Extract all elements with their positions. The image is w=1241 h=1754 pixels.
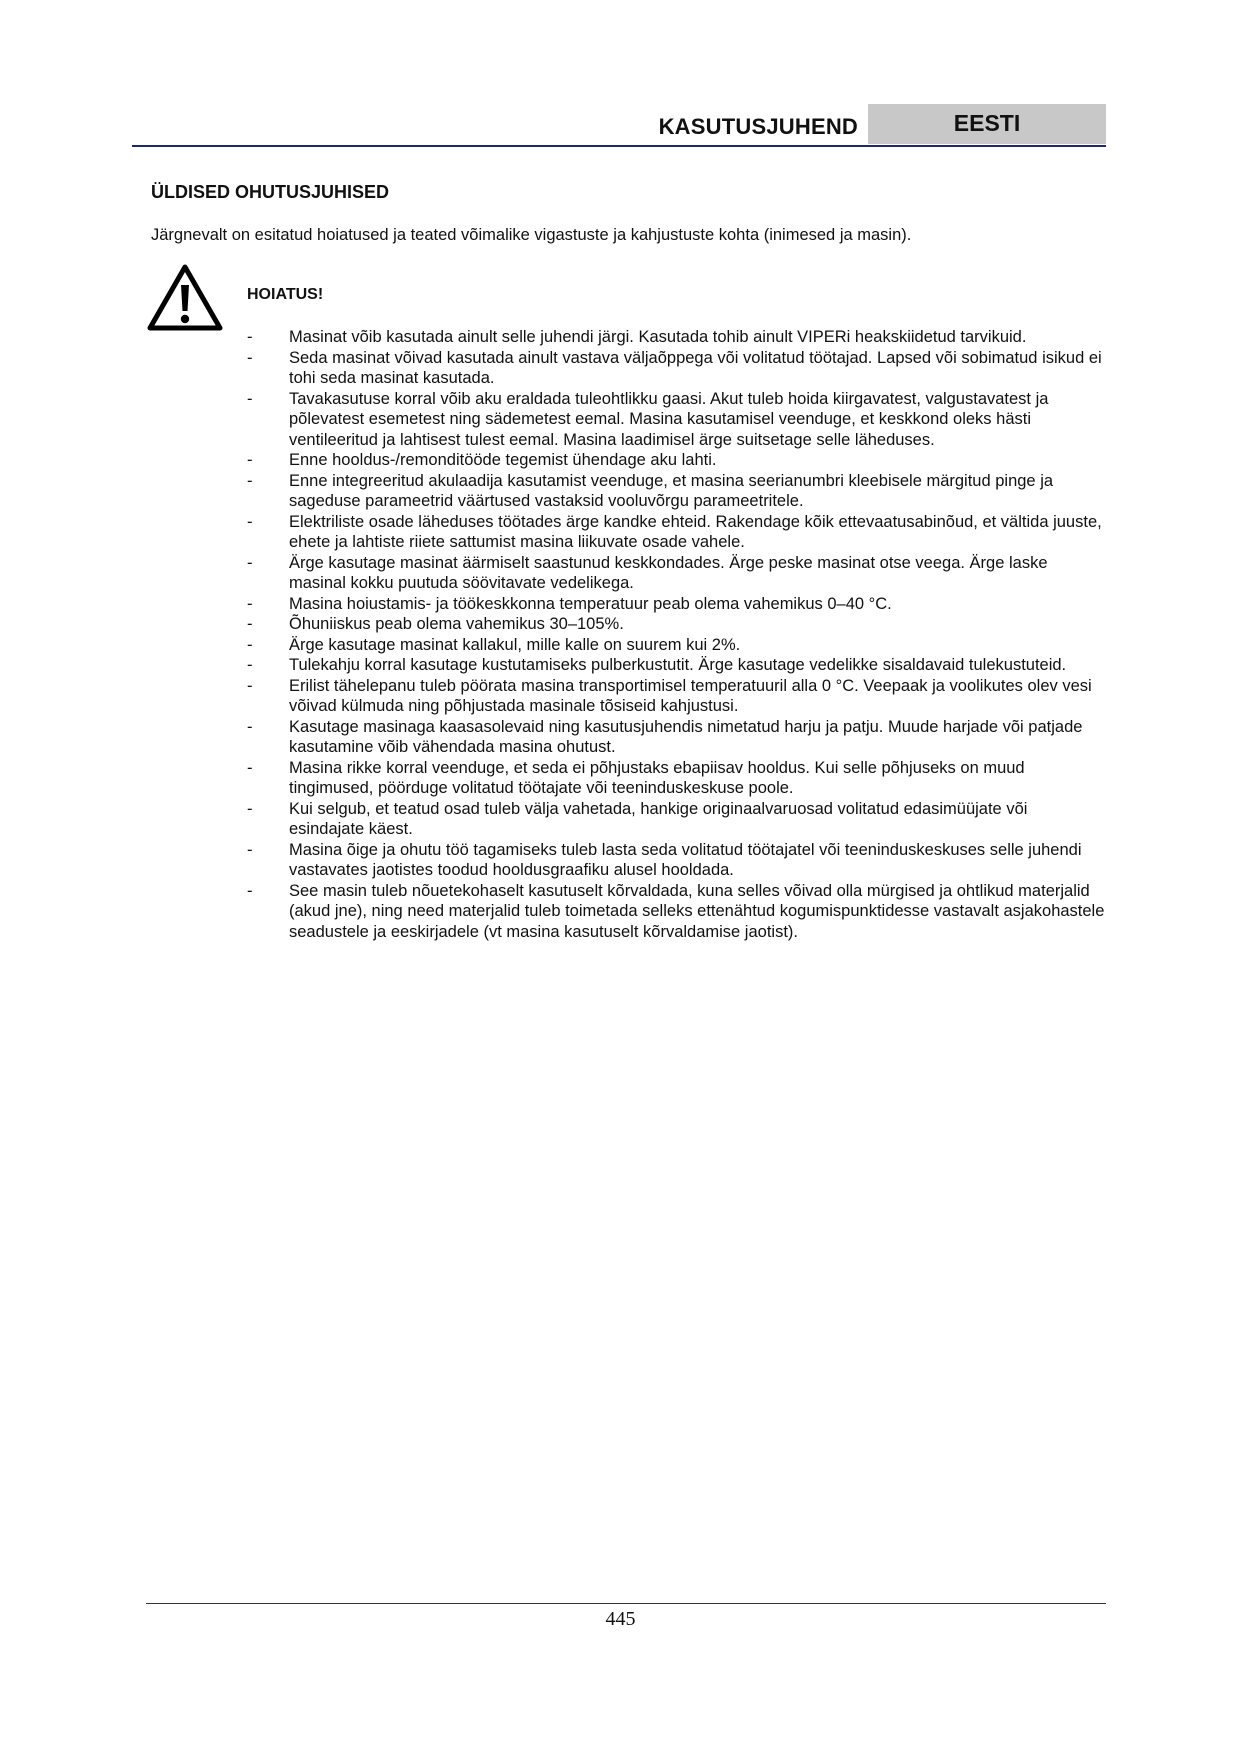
warning-item-text: Masina hoiustamis- ja töökeskkonna temperatuur peab olema vahemikus 0–40 °C. xyxy=(289,594,892,613)
warning-item xyxy=(247,450,1105,471)
warning-item xyxy=(247,881,1105,943)
language-tab: EESTI xyxy=(868,104,1106,144)
warning-item-text: Erilist tähelepanu tuleb pöörata masina transportimisel temperatuuril alla 0 °C. Veepaak ja voolikutes olev vesi võivad külmuda ning põhjustada masinale tõsiseid kahjustusi. xyxy=(289,676,1092,715)
section-title: ÜLDISED OHUTUSJUHISED xyxy=(151,182,390,202)
warning-item xyxy=(247,840,1105,881)
warning-item xyxy=(247,758,1105,799)
bullet-dash: - xyxy=(247,758,253,777)
warning-item xyxy=(247,799,1105,840)
warning-item xyxy=(247,389,1105,451)
warning-item-text: Kasutage masinaga kaasasolevaid ning kasutusjuhendis nimetatud harju ja patju. Muude harjade või patjade kasutamine võib vähendada masina ohutust. xyxy=(289,717,1083,756)
warning-item-text: Tavakasutuse korral võib aku eraldada tuleohtlikku gaasi. Akut tuleb hoida kiirgavatest, valgustavatest ja põlevatest esemetest ning sädemetest eemal. Masina kasutamisel veenduge, et keskkond oleks hästi ventileeritud ja lahtisest tulest eemal. Masina laadimisel ärge suitsetage selle läheduses. xyxy=(289,389,1049,449)
warning-item xyxy=(247,717,1105,758)
warning-item-text: Enne integreeritud akulaadija kasutamist veenduge, et masina seerianumbri kleebisele märgitud pinge ja sageduse parameetrid väärtused vastaksid vooluvõrgu parameetritele. xyxy=(289,471,1054,510)
warning-item xyxy=(247,635,1105,656)
warning-item-text: Ärge kasutage masinat äärmiselt saastunud keskkondades. Ärge peske masinat otse veega. Ärge laske masinal kokku puutuda söövitavate vedelikega. xyxy=(289,553,1048,592)
warning-list xyxy=(247,327,1105,942)
bullet-dash: - xyxy=(247,471,253,490)
warning-triangle-icon xyxy=(147,263,223,331)
bullet-dash: - xyxy=(247,512,253,531)
warning-item xyxy=(247,512,1105,553)
bullet-dash: - xyxy=(247,881,253,900)
bullet-dash: - xyxy=(247,615,253,633)
footer-rule xyxy=(146,1603,1106,1604)
header-rule xyxy=(132,145,1106,147)
bullet-dash: - xyxy=(247,594,253,613)
page-header xyxy=(132,104,1106,148)
warning-item-text: Masina õige ja ohutu töö tagamiseks tuleb lasta seda volitatud töötajatel või teeninduskeskuses selle juhendi vastavates jaotistes toodud hooldusgraafiku alusel hooldada. xyxy=(289,840,1082,879)
bullet-dash: - xyxy=(247,348,253,367)
bullet-dash: - xyxy=(247,389,253,408)
bullet-dash: - xyxy=(247,451,253,469)
bullet-dash: - xyxy=(247,328,253,346)
warning-item-text: See masin tuleb nõuetekohaselt kasutuselt kõrvaldada, kuna selles võivad olla mürgised ja ohtlikud materjalid (akud jne), ning need materjalid tuleb toimetada selleks ettenähtud kogumispunktidesse vastavalt asjakohastele seadustele ja eeskirjadele (vt masina kasutuselt kõrvaldamise jaotist). xyxy=(289,881,1105,941)
warning-item-text: Enne hooldus-/remonditööde tegemist ühendage aku lahti. xyxy=(289,451,717,469)
warning-item xyxy=(247,614,1105,635)
warning-item-text: Seda masinat võivad kasutada ainult vastava väljaõppega või volitatud töötajad. Lapsed või sobimatud isikud ei tohi seda masinat kasutada. xyxy=(289,348,1102,387)
warning-item xyxy=(247,594,1105,615)
warning-item-text: Ärge kasutage masinat kallakul, mille kalle on suurem kui 2%. xyxy=(289,635,741,654)
warning-label: HOIATUS! xyxy=(247,286,324,303)
document-title: KASUTUSJUHEND xyxy=(658,114,858,139)
warning-item xyxy=(247,471,1105,512)
warning-item xyxy=(247,553,1105,594)
warning-item xyxy=(247,327,1105,348)
warning-item-text: Õhuniiskus peab olema vahemikus 30–105%. xyxy=(289,615,624,633)
bullet-dash: - xyxy=(247,676,253,695)
bullet-dash: - xyxy=(247,635,253,654)
section-intro: Järgnevalt on esitatud hoiatused ja teated võimalike vigastuste ja kahjustuste kohta (inimesed ja masin). xyxy=(151,226,912,244)
bullet-dash: - xyxy=(247,553,253,572)
warning-item-text: Tulekahju korral kasutage kustutamiseks pulberkustutit. Ärge kasutage vedelikke sisaldavaid tulekustuteid. xyxy=(289,656,1067,674)
bullet-dash: - xyxy=(247,799,253,818)
warning-item xyxy=(247,676,1105,717)
page-number: 445 xyxy=(605,1608,636,1630)
warning-item xyxy=(247,348,1105,389)
bullet-dash: - xyxy=(247,840,253,859)
warning-item-text: Masinat võib kasutada ainult selle juhendi järgi. Kasutada tohib ainult VIPERi heakskiidetud tarvikuid. xyxy=(289,328,1027,346)
warning-item-text: Elektriliste osade läheduses töötades ärge kandke ehteid. Rakendage kõik ettevaatusabinõud, et vältida juuste, ehete ja lahtiste riiete sattumist masina liikuvate osade vahele. xyxy=(289,512,1102,551)
warning-item-text: Masina rikke korral veenduge, et seda ei põhjustaks ebapiisav hooldus. Kui selle põhjuseks on muud tingimused, pöörduge volitatud töötajate või teeninduskeskuse poole. xyxy=(289,758,1025,797)
warning-item xyxy=(247,655,1105,676)
bullet-dash: - xyxy=(247,656,253,674)
warning-item-text: Kui selgub, et teatud osad tuleb välja vahetada, hankige originaalvaruosad volitatud edasimüüjate või esindajate käest. xyxy=(289,799,1028,838)
bullet-dash: - xyxy=(247,717,253,736)
